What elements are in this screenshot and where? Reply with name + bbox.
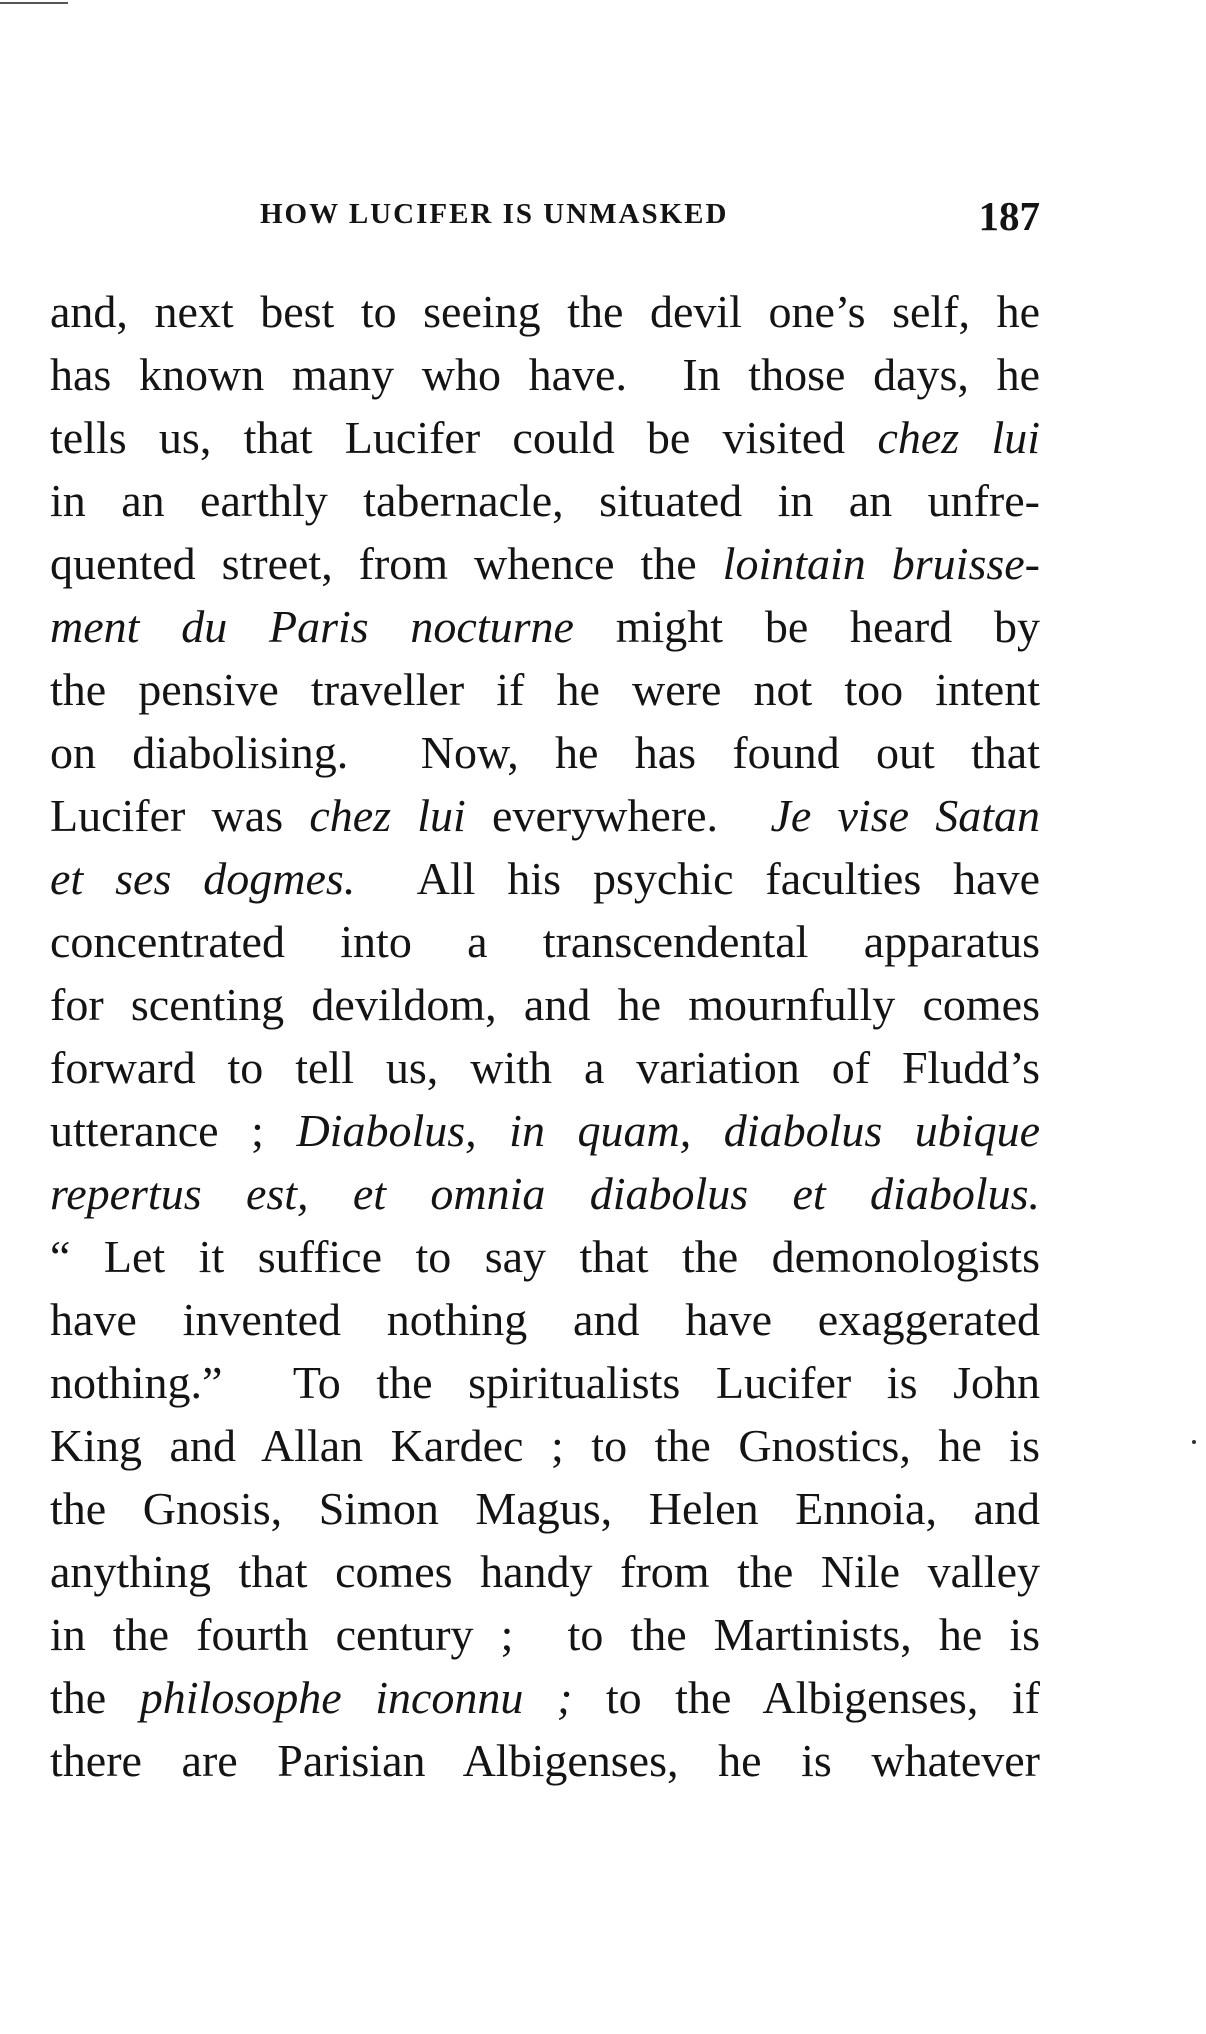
text-line: [50, 1540, 1040, 1603]
text-run: concentrated into a transcendental apparatus: [50, 916, 1040, 967]
text-run: in an earthly tabernacle, situated in an unfre-: [50, 475, 1040, 526]
text-run: the pensive traveller if he were not too intent: [50, 664, 1040, 715]
text-line: [50, 469, 1040, 532]
text-run: everywhere.: [465, 790, 771, 841]
text-run: might be heard by: [573, 601, 1040, 652]
scan-edge-mark: [0, 2, 68, 4]
text-run: tells us, that Lucifer could be visited: [50, 412, 878, 463]
text-line: [50, 1351, 1040, 1414]
text-line: [50, 1288, 1040, 1351]
italic-run: chez lui: [309, 790, 466, 841]
italic-run: Diabolus, in quam, diabolus ubique: [296, 1105, 1040, 1156]
text-line: [50, 847, 1040, 910]
running-title: HOW LUCIFER IS UNMASKED: [260, 198, 729, 230]
text-line: [50, 721, 1040, 784]
text-run: the: [50, 1672, 140, 1723]
text-run: anything that comes handy from the Nile valley: [50, 1546, 1040, 1597]
page-number: 187: [978, 193, 1040, 239]
text-line: [50, 1414, 1040, 1477]
text-line: [50, 658, 1040, 721]
text-run: in the fourth century ; to the Martinists, he is: [50, 1609, 1040, 1660]
text-run: King and Allan Kardec ; to the Gnostics, he is: [50, 1420, 1040, 1471]
text-run: there are Parisian Albigenses, he is whatever: [50, 1735, 1040, 1786]
text-line: [50, 784, 1040, 847]
text-run: nothing.” To the spiritualists Lucifer is John: [50, 1357, 1040, 1408]
text-run: for scenting devildom, and he mournfully comes: [50, 979, 1040, 1030]
text-line: [50, 1603, 1040, 1666]
italic-run: chez lui: [877, 412, 1041, 463]
text-run: on diabolising. Now, he has found out that: [50, 727, 1040, 778]
running-head: [50, 192, 1040, 242]
text-line: [50, 1666, 1040, 1729]
text-line: [50, 1036, 1040, 1099]
text-run: Lucifer was: [50, 790, 310, 841]
text-line: [50, 343, 1040, 406]
text-run: have invented nothing and have exaggerated: [50, 1294, 1040, 1345]
italic-run: lointain bruisse-: [722, 538, 1040, 589]
text-line: [50, 595, 1040, 658]
italic-run: Je vise Satan: [770, 790, 1041, 841]
italic-run: repertus est, et omnia diabolus et diabolus.: [50, 1168, 1040, 1219]
text-run: quented street, from whence the: [50, 538, 723, 589]
text-run: has known many who have. In those days, he: [50, 349, 1040, 400]
italic-run: et ses dogmes.: [50, 853, 356, 904]
text-run: “ Let it suffice to say that the demonologists: [50, 1231, 1040, 1282]
text-run: and, next best to seeing the devil one’s self, he: [50, 286, 1040, 337]
text-run: to the Albigenses, if: [572, 1672, 1040, 1723]
text-line: [50, 1225, 1040, 1288]
text-run: All his psychic faculties have: [355, 853, 1040, 904]
text-line: [50, 973, 1040, 1036]
italic-run: philosophe inconnu ;: [139, 1672, 573, 1723]
ink-speck: [1192, 1440, 1196, 1444]
text-line: [50, 910, 1040, 973]
body-text: [50, 280, 1040, 1792]
text-run: utterance ;: [50, 1105, 297, 1156]
text-line: [50, 406, 1040, 469]
text-line: [50, 1162, 1040, 1225]
text-line: [50, 1729, 1040, 1792]
text-run: the Gnosis, Simon Magus, Helen Ennoia, and: [50, 1483, 1040, 1534]
text-line: [50, 1477, 1040, 1540]
text-line: [50, 1099, 1040, 1162]
text-run: forward to tell us, with a variation of Fludd’s: [50, 1042, 1040, 1093]
text-line: [50, 532, 1040, 595]
italic-run: ment du Paris nocturne: [50, 601, 574, 652]
text-line: [50, 280, 1040, 343]
